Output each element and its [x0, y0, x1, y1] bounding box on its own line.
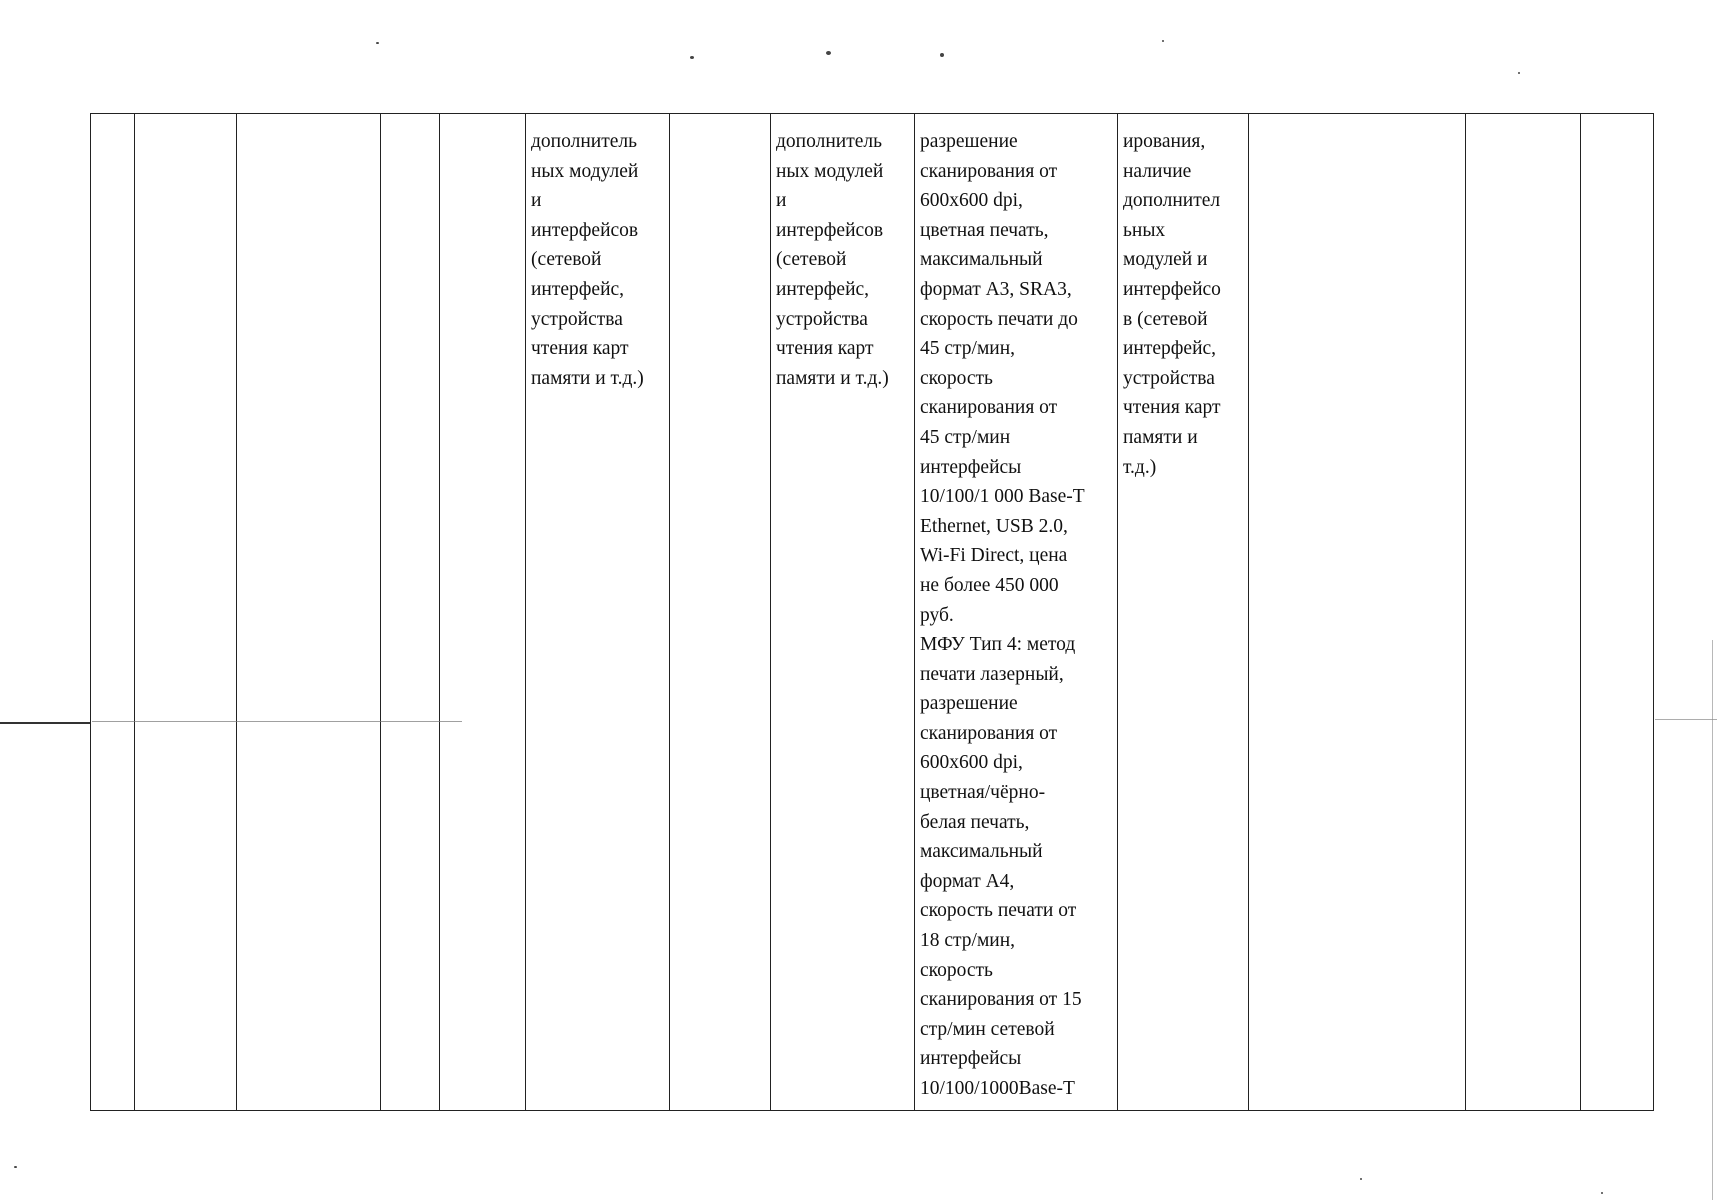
table-cell-9: разрешение сканирования от 600x600 dpi, цветная печать, максимальный формат А3, SRA3, скорость печати до 45 стр/мин, скорость сканирования от 45 стр/мин интерфейсы 10/100/1 000 Base-T Ethernet, USB 2.0, Wi-Fi Direct, цена не более 450 000 руб. МФУ Тип 4: метод печати лазерный, разрешение сканирования от 600x600 dpi, цветная/чёрно- белая печать, максимальный формат А4, скорость печати от 18 стр/мин, скорость сканирования от 15 стр/мин сетевой интерфейсы 10/100/1000Base-T: [915, 114, 1118, 1111]
table-cell-5: [440, 114, 526, 1111]
scan-fold-line-right: [1655, 719, 1717, 720]
scan-fold-line-inner: [92, 721, 462, 722]
table-cell-1: [91, 114, 135, 1111]
table-cell-2: [135, 114, 237, 1111]
scan-speck: [940, 53, 944, 57]
scan-speck: [1601, 1192, 1603, 1194]
spec-table: [90, 113, 1654, 1111]
table-row: [91, 114, 1654, 1111]
table-cell-3: [237, 114, 381, 1111]
table-cell-8: дополнитель ных модулей и интерфейсов (сетевой интерфейс, устройства чтения карт памяти и т.д.): [771, 114, 915, 1111]
table-cell-12: [1466, 114, 1581, 1111]
scan-speck: [1518, 72, 1520, 74]
table-cell-10: ирования, наличие дополнител ьных модулей и интерфейсо в (сетевой интерфейс, устройства чтения карт памяти и т.д.): [1118, 114, 1249, 1111]
scan-speck: [1360, 1178, 1362, 1180]
scan-speck: [826, 51, 831, 55]
scan-speck: [690, 56, 694, 59]
table-cell-13: [1581, 114, 1654, 1111]
scan-speck: [376, 42, 379, 44]
table-cell-6: дополнитель ных модулей и интерфейсов (сетевой интерфейс, устройства чтения карт памяти и т.д.): [526, 114, 670, 1111]
table-cell-4: [381, 114, 440, 1111]
scan-fold-line-left: [0, 722, 90, 724]
scan-speck: [14, 1166, 17, 1168]
scan-right-edge: [1712, 640, 1713, 1200]
table-cell-7: [670, 114, 771, 1111]
scan-speck: [1162, 40, 1164, 42]
table-cell-11: [1249, 114, 1466, 1111]
